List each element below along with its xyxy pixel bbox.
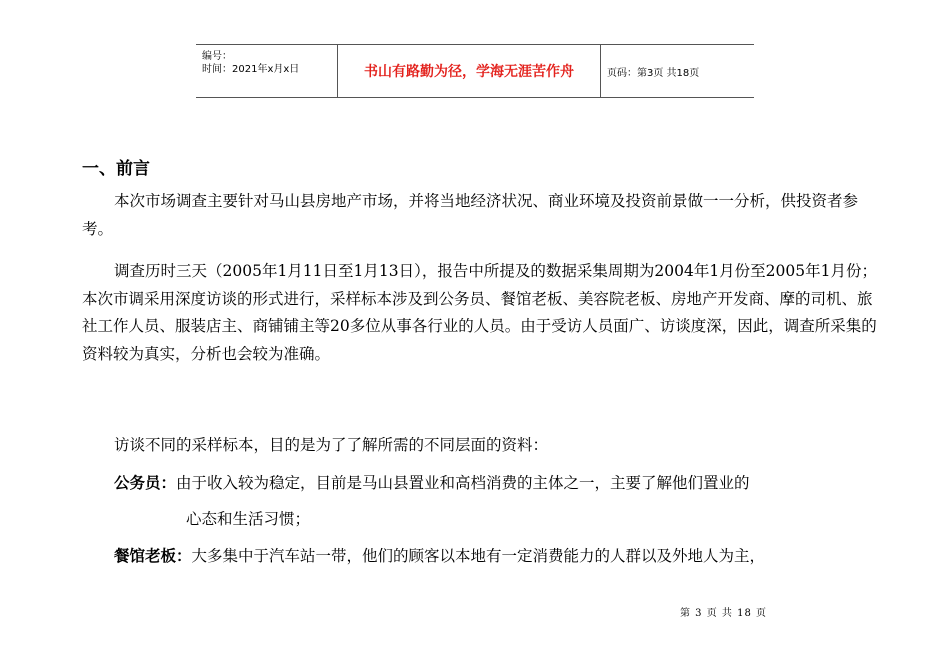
intro-paragraph: 本次市场调查主要针对马山县房地产市场，并将当地经济状况、商业环境及投资前景做一一分析，供投资者参考。	[82, 192, 859, 238]
header-meta	[196, 45, 338, 97]
header-page-code: 页码：第3页 共18页	[607, 67, 700, 79]
sample-item-text: 由于收入较为稳定，目前是马山县置业和高档消费的主体之一，主要了解他们置业的	[176, 474, 750, 492]
sample-item-continuation: 心态和生活习惯；	[186, 510, 311, 528]
sample-item-label: 公务员：	[114, 474, 177, 492]
page-footer: 第 3 页 共 18 页	[680, 608, 767, 619]
header-motto: 书山有路勤为径，学海无涯苦作舟	[338, 45, 601, 97]
sample-item-civil-servant	[114, 470, 884, 498]
time-label: 时间：2021年x月x日	[202, 64, 300, 75]
number-label: 编号：	[202, 51, 232, 62]
section-title: 一、前言	[82, 159, 150, 179]
document-header	[196, 44, 754, 98]
method-paragraph: 调查历时三天（2005年1月11日至1月13日），报告中所提及的数据采集周期为2004年1月份至2005年1月份；本次市调采用深度访谈的形式进行，采样标本涉及到公务员、餐馆老板、美容院老板、房地产开发商、摩的司机、旅社工作人员、服装店主、商铺铺主等20多位从事各行业的人员。由于受访人员面广、访谈度深，因此，调查所采集的资料较为真实，分析也会较为准确。	[82, 262, 877, 363]
sample-item-label: 餐馆老板：	[114, 547, 192, 565]
sample-item-text: 大多集中于汽车站一带，他们的顾客以本地有一定消费能力的人群以及外地人为主，	[191, 547, 766, 565]
sample-intro-paragraph: 访谈不同的采样标本，目的是为了了解所需的不同层面的资料：	[114, 436, 549, 454]
sample-item-restaurant-owner	[114, 543, 914, 571]
